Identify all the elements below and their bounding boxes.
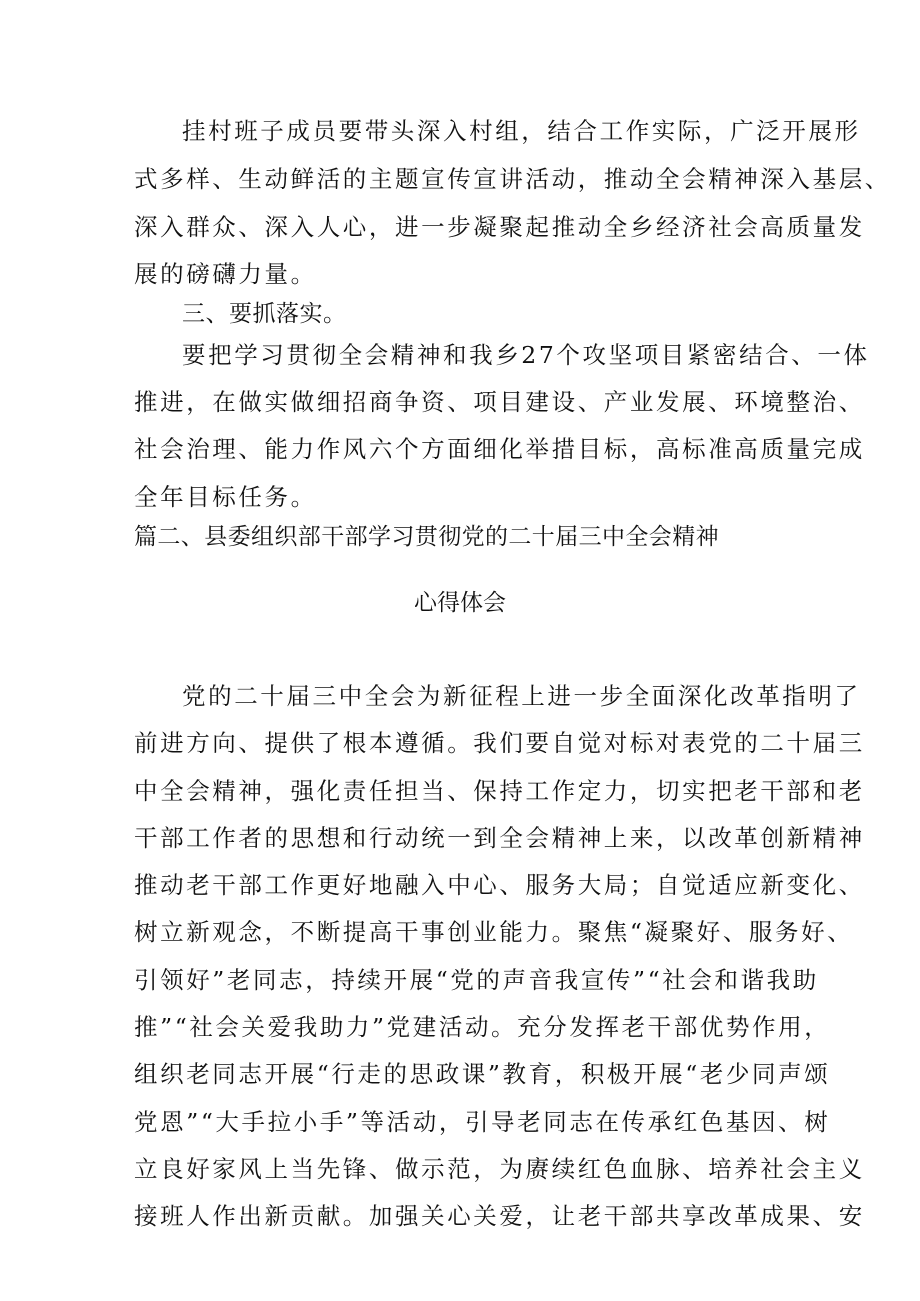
text-line: 立良好家风上当先锋、做示范，为赓续红色血脉、培养社会主义 xyxy=(134,1155,865,1183)
text-line: 中全会精神，强化责任担当、保持工作定力，切实把老干部和老 xyxy=(134,777,865,805)
text-line: 党的二十届三中全会为新征程上进一步全面深化改革指明了 xyxy=(182,682,861,710)
text-line: 深入群众、深入人心，进一步凝聚起推动全乡经济社会高质量发 xyxy=(134,213,865,241)
text-line: 挂村班子成员要带头深入村组，结合工作实际，广泛开展形 xyxy=(182,117,861,145)
text-line: 党恩”“大手拉小手”等活动，引导老同志在传承红色基因、树 xyxy=(134,1108,831,1136)
text-line: 干部工作者的思想和行动统一到全会精神上来，以改革创新精神 xyxy=(134,824,865,852)
text-line: 社会治理、能力作风六个方面细化举措目标，高标准高质量完成 xyxy=(134,435,865,463)
text-line: 引领好”老同志，持续开展“党的声音我宣传”“社会和谐我助 xyxy=(134,966,819,994)
article-title: 篇二、县委组织部干部学习贯彻党的二十届三中全会精神 xyxy=(134,524,719,550)
article-subtitle: 心得体会 xyxy=(414,590,506,616)
text-line: 推动老干部工作更好地融入中心、服务大局；自觉适应新变化、 xyxy=(134,871,865,899)
text-line: 式多样、生动鲜活的主题宣传宣讲活动，推动全会精神深入基层、 xyxy=(134,165,891,193)
text-line: 推”“社会关爱我助力”党建活动。充分发挥老干部优势作用， xyxy=(134,1013,831,1041)
text-line: 组织老同志开展“行走的思政课”教育，积极开展“老少同声颂 xyxy=(134,1060,831,1088)
text-line: 前进方向、提供了根本遵循。我们要自觉对标对表党的二十届三 xyxy=(134,729,865,757)
text-line: 展的磅礴力量。 xyxy=(134,260,317,288)
text-line: 全年目标任务。 xyxy=(134,483,317,511)
text-line: 要把学习贯彻全会精神和我乡27个攻坚项目紧密结合、一体 xyxy=(182,341,870,369)
text-line: 树立新观念，不断提高干事创业能力。聚焦“凝聚好、服务好、 xyxy=(134,918,854,946)
text-line: 接班人作出新贡献。加强关心关爱，让老干部共享改革成果、安 xyxy=(134,1202,865,1230)
text-line: 推进，在做实做细招商争资、项目建设、产业发展、环境整治、 xyxy=(134,388,865,416)
section-heading: 三、要抓落实。 xyxy=(182,301,347,327)
